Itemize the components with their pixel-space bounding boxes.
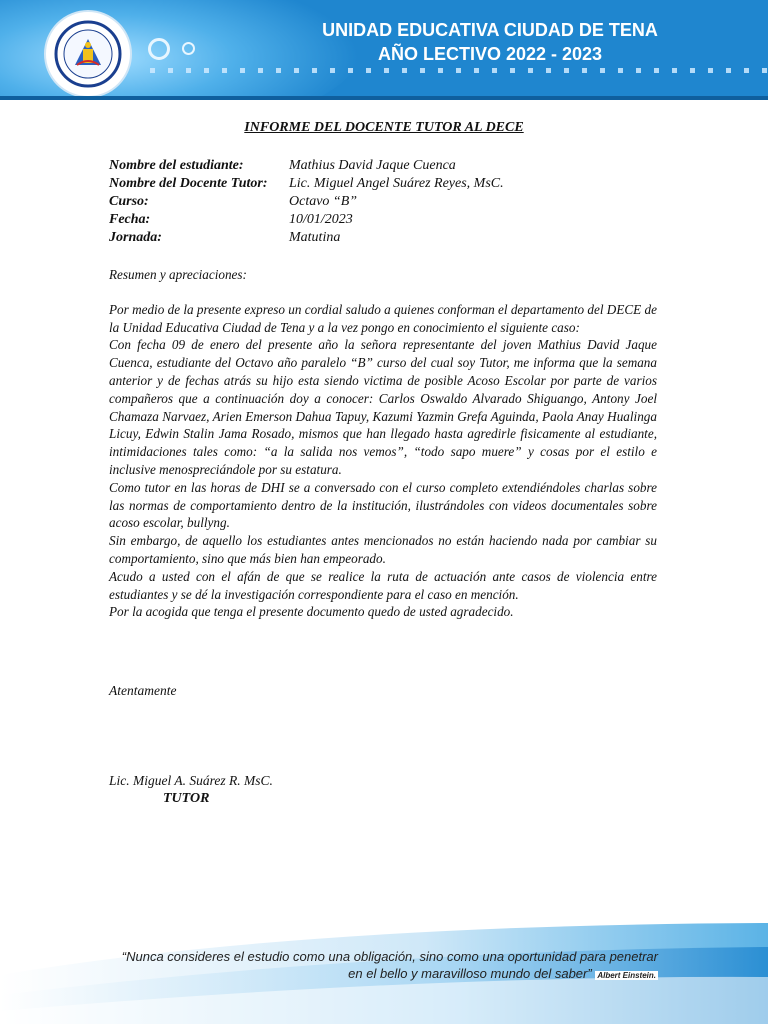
decorative-dots — [150, 68, 768, 73]
body-paragraph: Sin embargo, de aquello los estudiantes antes mencionados no están haciendo nada por cambiar su comportamiento, sino que más bien han empeorado. — [109, 533, 657, 566]
info-label: Nombre del Docente Tutor: — [109, 176, 268, 191]
report-title: INFORME DEL DOCENTE TUTOR AL DECE — [244, 120, 524, 135]
info-label: Fecha: — [109, 212, 151, 227]
info-row-shift — [109, 229, 504, 247]
banner-divider — [0, 96, 768, 100]
quote-author: Albert Einstein. — [597, 971, 656, 980]
info-value: 10/01/2023 — [289, 212, 353, 227]
info-row-date — [109, 211, 504, 229]
info-row-course — [109, 193, 504, 211]
info-label: Curso: — [109, 194, 149, 209]
body-paragraph: Con fecha 09 de enero del presente año la señora representante del joven Mathius David Jaque Cuenca, estudiante del Octavo año paralelo “B” curso del cual soy Tutor, me informa que la semana anterior y de fechas atrás su hijo esta siendo victima de posible Acoso Escolar por parte de varios compañeros que a continuación doy a conocer: Carlos Oswaldo Alvarado Shiguango, Antony Joel Chamaza Narvaez, Arien Emerson Dahua Tapuy, Kazumi Yazmin Grefa Aguinda, Paola Anay Hualinga Licuy, Edwin Stalin Jama Rosado, mismos que han llegado hasta agredirle fisicamente al estudiante, intimidaciones tales como: “a la salida nos vemos”, “todo sapo muere” y cosas por el estilo e inclusive menospreciándole por su estatura. — [109, 337, 657, 477]
letterhead-banner — [0, 0, 768, 100]
info-value: Matutina — [289, 230, 341, 245]
closing-salutation: Atentamente — [109, 683, 177, 698]
signature-name: Lic. Miguel A. Suárez R. MsC. — [109, 773, 273, 788]
school-name: UNIDAD EDUCATIVA CIUDAD DE TENA — [322, 20, 658, 40]
school-year: AÑO LECTIVO 2022 - 2023 — [377, 44, 603, 64]
info-value: Lic. Miguel Angel Suárez Reyes, MsC. — [289, 176, 504, 191]
info-row-tutor — [109, 175, 504, 193]
info-value: Octavo “B” — [289, 194, 358, 209]
report-body — [109, 266, 657, 621]
footer-quote — [110, 948, 658, 984]
info-label: Nombre del estudiante: — [109, 158, 244, 173]
decorative-circle-icon — [182, 42, 195, 55]
info-value: Mathius David Jaque Cuenca — [289, 158, 456, 173]
body-paragraph: Por la acogida que tenga el presente documento quedo de usted agradecido. — [109, 604, 514, 620]
school-seal-icon — [44, 10, 132, 98]
info-row-student — [109, 157, 504, 175]
body-paragraph: Acudo a usted con el afán de que se realice la ruta de actuación ante casos de violencia entre estudiantes y se dé la investigación correspondiente para el caso en mención. — [109, 568, 657, 602]
decorative-circle-icon — [148, 38, 170, 60]
info-label: Jornada: — [109, 230, 162, 245]
body-paragraph: Por medio de la presente expreso un cordial saludo a quienes conforman el departamento del DECE de la Unidad Educativa Ciudad de Tena y a la vez pongo en conocimiento el siguiente caso: — [109, 301, 657, 335]
body-paragraph: Como tutor en las horas de DHI se a conversado con el curso completo extendiéndoles charlas sobre las normas de comportamiento dentro de la institución, ilustrándoles con videos documentales sobre acoso escolar, bullyng. — [109, 479, 657, 531]
quote-text: “Nunca consideres el estudio como una obligación, sino como una oportunidad para penetrar en el bello y maravilloso mundo del saber” — [121, 949, 658, 981]
summary-label: Resumen y apreciaciones: — [109, 267, 247, 282]
signature-role: TUTOR — [163, 791, 210, 806]
student-info-table — [109, 157, 504, 247]
